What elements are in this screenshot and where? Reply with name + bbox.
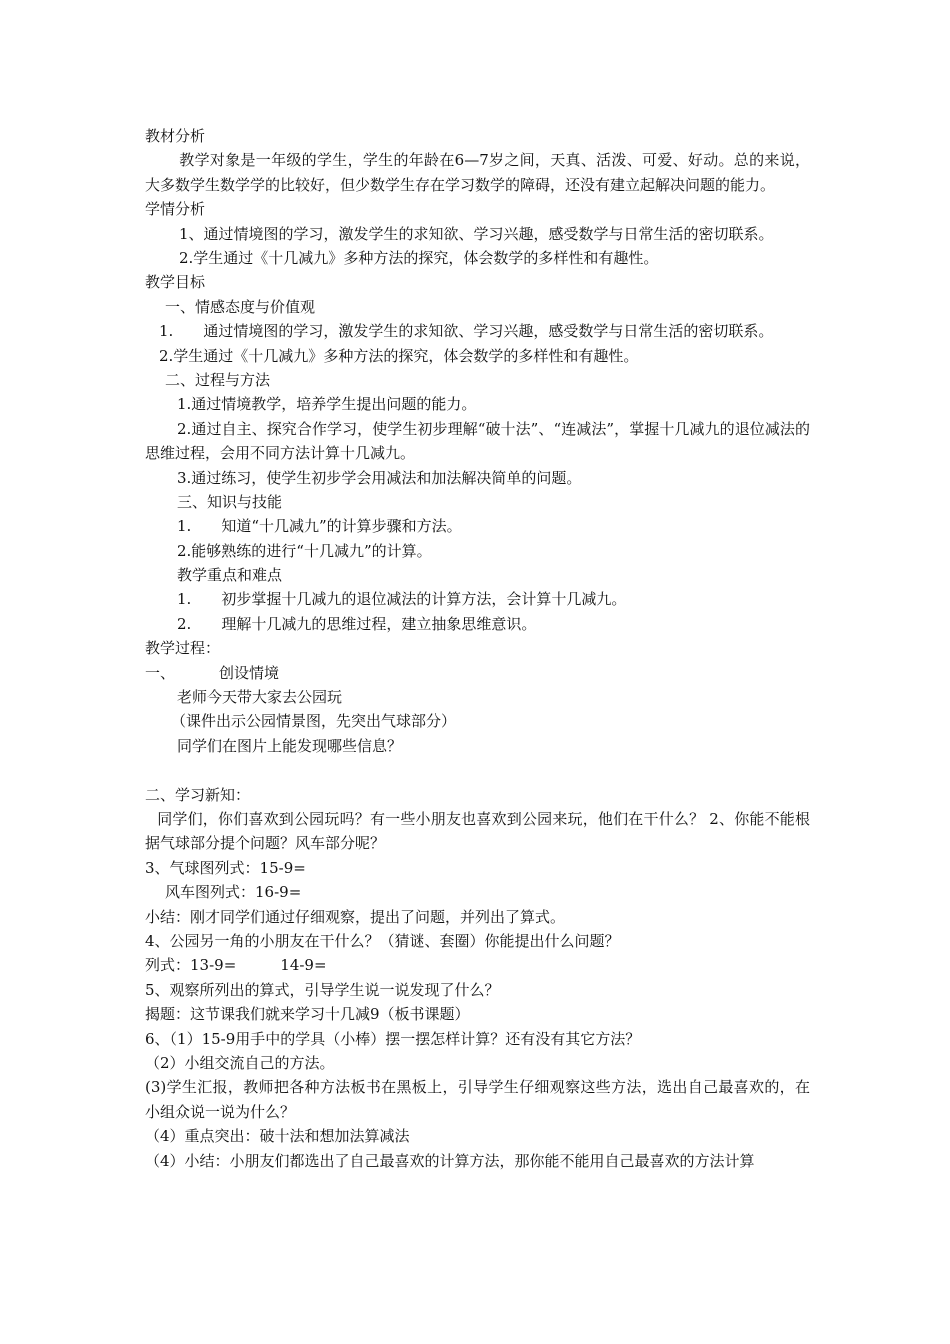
process-step-2-paragraph [145, 807, 810, 856]
goal-knowledge-item-1-number: 1. [177, 517, 192, 536]
goal-emotion-item-1-number: 1. [159, 322, 174, 341]
process-step-2-text: 同学们，你们喜欢到公园玩吗？有一些小朋友也喜欢到公园来玩，他们在干什么？ 2、你能不能根据气球部分提个问题？风车部分呢？ [145, 810, 810, 853]
process-step-6-4: （4）重点突出：破十法和想加法算减法 [145, 1127, 410, 1146]
student-analysis-item-1: 1、通过情境图的学习，激发学生的求知欲、学习兴趣，感受数学与日常生活的密切联系。 [179, 224, 774, 243]
goal-process-item-1: 1.通过情境教学，培养学生提出问题的能力。 [177, 395, 477, 414]
goal-heading-emotion: 一、情感态度与价值观 [165, 297, 316, 316]
process-step-1-line-2: （课件出示公园情景图，先突出气球部分） [171, 712, 457, 731]
process-summary-1: 小结：刚才同学们通过仔细观察，提出了问题，并列出了算式。 [145, 907, 566, 926]
textbook-analysis-text: 教学对象是一年级的学生，学生的年龄在6—7岁之间，天真、活泼、可爱、好动。总的来说，大多数学生数学学的比较好，但少数学生存在学习数学的障碍，还没有建立起解决问题的能力。 [145, 151, 810, 194]
student-analysis-item-2: 2.学生通过《十几减九》多种方法的探究，体会数学的多样性和有趣性。 [179, 248, 659, 267]
goal-heading-process: 二、过程与方法 [165, 370, 271, 389]
process-step-1-line-1: 老师今天带大家去公园玩 [177, 688, 343, 707]
process-step-6-2: （2）小组交流自己的方法。 [145, 1053, 335, 1072]
section-title-student-analysis: 学情分析 [145, 200, 206, 219]
process-step-6-3: (3)学生汇报，教师把各种方法板书在黑板上，引导学生仔细观察这些方法，选出自己最喜欢的，在小组众说一说为什么？ [145, 1078, 810, 1121]
process-step-6-5: （4）小结：小朋友们都选出了自己最喜欢的计算方法，那你能不能用自己最喜欢的方法计算 [145, 1151, 755, 1170]
goal-heading-knowledge: 三、知识与技能 [177, 492, 283, 511]
process-step-1-heading [145, 661, 810, 685]
section-title-teaching-goals: 教学目标 [145, 273, 206, 292]
goal-emotion-item-1 [145, 319, 810, 343]
process-formulas [145, 953, 810, 977]
goal-process-item-2 [145, 417, 810, 466]
goal-process-item-3: 3.通过练习，使学生初步学会用减法和加法解决简单的问题。 [177, 468, 582, 487]
process-windmill-formula: 风车图列式：16-9= [165, 883, 302, 902]
process-step-5: 5、观察所列出的算式，引导学生说一说发现了什么？ [145, 980, 500, 999]
section-title-textbook-analysis: 教材分析 [145, 127, 206, 145]
goal-heading-key-points: 教学重点和难点 [177, 566, 283, 585]
goal-emotion-item-2: 2.学生通过《十几减九》多种方法的探究，体会数学的多样性和有趣性。 [159, 346, 639, 365]
goal-key-point-item-1-text: 初步掌握十几减九的退位减法的计算方法，会计算十几减九。 [221, 590, 627, 609]
goal-key-point-item-2-text: 理解十几减九的思维过程，建立抽象思维意识。 [221, 614, 537, 633]
process-formula-b: 14-9= [280, 956, 327, 975]
section-title-teaching-process: 教学过程： [145, 639, 221, 658]
goal-process-item-2-text: 2.通过自主、探究合作学习，使学生初步理解“破十法”、“连减法”，掌握十几减九的退位减法的思维过程，会用不同方法计算十几减九。 [145, 419, 810, 463]
goal-knowledge-item-2: 2.能够熟练的进行“十几减九”的计算。 [177, 541, 432, 560]
goal-knowledge-item-1-text: 知道“十几减九”的计算步骤和方法。 [221, 517, 462, 536]
goal-key-point-item-2 [145, 612, 810, 636]
process-step-1-line-3: 同学们在图片上能发现哪些信息？ [177, 736, 403, 755]
process-step-1-title: 创设情境 [219, 663, 280, 682]
process-step-1-number: 一、 [145, 663, 176, 682]
goal-key-point-item-1 [145, 587, 810, 611]
process-formula-a: 列式：13-9= [145, 956, 237, 975]
goal-knowledge-item-1 [145, 514, 810, 538]
document-page [145, 124, 810, 1173]
process-balloon-formula: 3、气球图列式：15-9= [145, 858, 306, 877]
blank-line [145, 758, 810, 782]
goal-emotion-item-1-text: 通过情境图的学习，激发学生的求知欲、学习兴趣，感受数学与日常生活的密切联系。 [203, 322, 774, 341]
process-step-2-heading: 二、学习新知： [145, 785, 251, 804]
goal-key-point-item-2-number: 2. [177, 614, 192, 633]
textbook-analysis-paragraph [145, 148, 810, 197]
goal-key-point-item-1-number: 1. [177, 590, 192, 609]
process-step-6-1: 6、（1）15-9用手中的学具（小棒）摆一摆怎样计算？还有没有其它方法？ [145, 1029, 641, 1048]
process-reveal-topic: 揭题：这节课我们就来学习十几减9（板书课题） [145, 1005, 470, 1024]
process-step-4: 4、公园另一角的小朋友在干什么？（猜谜、套圈）你能提出什么问题？ [145, 931, 620, 950]
